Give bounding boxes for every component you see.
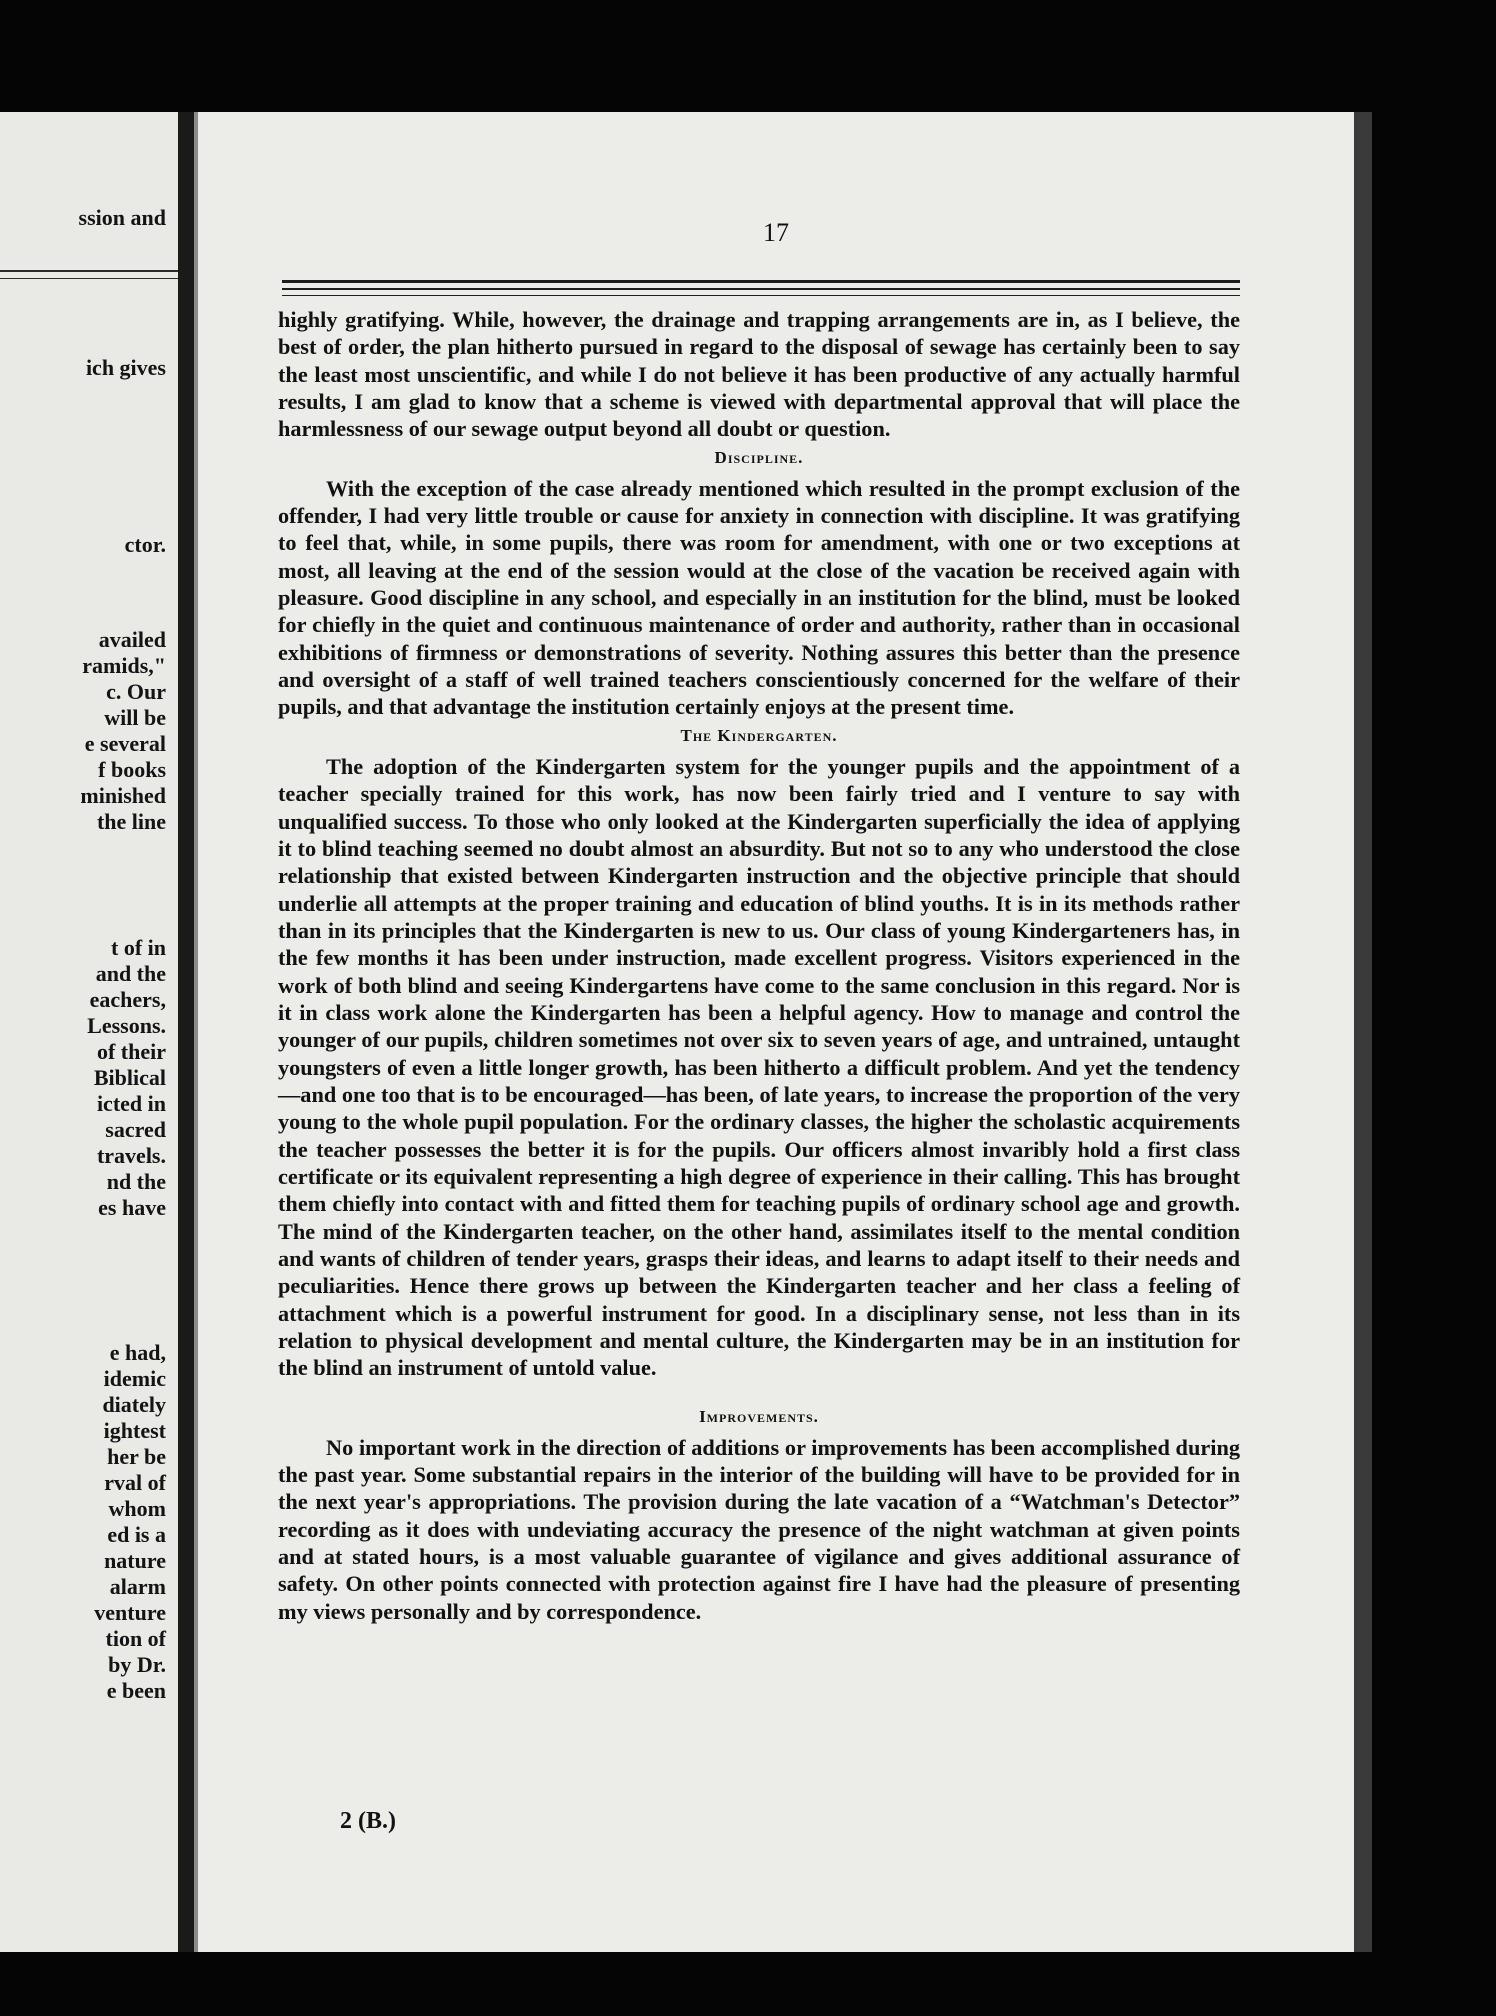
intro-paragraph: highly gratifying. While, however, the drainage and trapping arrangements are in, as I believe, the best of order, the plan hitherto pursued in regard to the disposal of sewage has certainly been to say the least most unscientific, and while I do not believe it has been productive of any actually harmful results, I am glad to know that a scheme is viewed with departmental approval that will place the harmlessness of our sewage output beyond all doubt or question. xyxy=(278,307,1240,442)
facing-page-line: nature xyxy=(104,1548,166,1573)
facing-page-line: ctor. xyxy=(124,532,166,557)
page-number: 17 xyxy=(763,218,789,247)
facing-page-line: ich gives xyxy=(85,355,166,380)
facing-page-rule-thin xyxy=(0,278,178,279)
facing-page-line: availed xyxy=(98,627,166,652)
header-rule-thick xyxy=(282,280,1240,283)
facing-page-line: and the xyxy=(95,961,166,986)
facing-page-line: ed is a xyxy=(107,1522,166,1547)
facing-page-line: f books xyxy=(98,757,166,782)
facing-page-line: will be xyxy=(104,705,166,730)
facing-page-line: t of in xyxy=(111,935,166,960)
facing-page-line: es have xyxy=(98,1195,166,1220)
facing-page-line: e been xyxy=(106,1678,166,1703)
facing-page-line: Biblical xyxy=(93,1065,166,1090)
facing-page xyxy=(0,112,178,1952)
facing-page-line: ramids," xyxy=(82,653,166,678)
facing-page-line: nd the xyxy=(106,1169,166,1194)
facing-page-line: travels. xyxy=(96,1143,166,1168)
section-heading-improvements: Improvements. xyxy=(699,1406,819,1426)
document-page xyxy=(198,112,1354,1952)
section-heading-discipline: Discipline. xyxy=(714,447,804,467)
facing-page-line: ightest xyxy=(103,1418,166,1443)
header-rule-thin xyxy=(282,295,1240,296)
signature-mark: 2 (B.) xyxy=(340,1808,396,1834)
facing-page-line: venture xyxy=(94,1600,166,1625)
facing-page-line: sacred xyxy=(105,1117,166,1142)
kindergarten-paragraph: The adoption of the Kindergarten system for the younger pupils and the appointment of a teacher specially trained for this work, has now been fairly tried and I venture to say with unqualified success. To those who only looked at the Kindergarten superficially the idea of applying it to blind teaching seemed no doubt almost an absurdity. But not so to any who understood the close relationship that existed between Kindergarten instruction and the objective principle that should underlie all attempts at the proper training and education of blind youths. It is in its methods rather than in its principles that the Kindergarten is new to us. Our class of young Kindergarteners has, in the few months it has been under instruction, made excellent progress. Visitors experienced in the work of both blind and seeing Kindergartens have come to the same conclusion in this regard. Nor is it in class work alone the Kindergarten has been a helpful agency. How to manage and control the younger of our pupils, children sometimes not over six to seven years of age, and untrained, untaught youngsters of even a little longer growth, has been hitherto a difficult problem. And yet the tendency—and one too that is to be encouraged—has been, of late years, to increase the proportion of the very young to the whole pupil population. For the ordinary classes, the higher the scholastic acquirements the teacher possesses the better it is for the pupils. Our officers almost invaribly hold a first class certificate or its equivalent representing a high degree of experience in their calling. This has brought them chiefly into contact with and fitted them for teaching pupils of ordinary school age and growth. The mind of the Kindergarten teacher, on the other hand, assimilates itself to the mental condition and wants of children of tender years, grasps their ideas, and learns to adapt itself to their needs and peculiarities. Hence there grows up between the Kindergarten teacher and her class a feeling of attachment which is a powerful instrument for good. In a disciplinary sense, not less than in its relation to physical development and mental culture, the Kindergarten may be in an institution for the blind an instrument of untold value. xyxy=(278,753,1240,1381)
facing-page-line: eachers, xyxy=(89,987,166,1012)
facing-page-line: rval of xyxy=(104,1470,166,1495)
facing-page-line: c. Our xyxy=(106,679,166,704)
facing-page-line: the line xyxy=(96,809,166,834)
binding-gutter xyxy=(178,112,194,1952)
facing-page-line: diately xyxy=(102,1392,166,1417)
header-rule-middle xyxy=(282,288,1240,290)
facing-page-line: idemic xyxy=(103,1366,166,1391)
facing-page-line: e had, xyxy=(109,1340,166,1365)
facing-page-line: ssion and xyxy=(78,205,166,230)
facing-page-line: icted in xyxy=(96,1091,166,1116)
facing-page-line: minished xyxy=(80,783,166,808)
page-shadow xyxy=(1354,112,1372,1952)
facing-page-line: tion of xyxy=(105,1626,166,1651)
discipline-paragraph: With the exception of the case already mentioned which resulted in the prompt exclusion of the offender, I had very little trouble or cause for anxiety in connection with discipline. It was gratifying to feel that, while, in some pupils, there was room for amendment, with one or two exceptions at most, all leaving at the end of the session would at the close of the vacation be received again with pleasure. Good discipline in any school, and especially in an institution for the blind, must be looked for chiefly in the quiet and continuous maintenance of order and authority, rather than in occasional exhibitions of firmness or demonstrations of severity. Nothing assures this better than the presence and oversight of a staff of well trained teachers conscientiously concerned for the welfare of their pupils, and that advantage the institution certainly enjoys at the present time. xyxy=(278,475,1240,720)
facing-page-line: Lessons. xyxy=(87,1013,166,1038)
page-body xyxy=(278,306,1240,1625)
improvements-paragraph: No important work in the direction of additions or improvements has been accomplished during the past year. Some substantial repairs in the interior of the building will have to be provided for in the next year's appropriations. The provision during the late vacation of a “Watchman's Detector” recording as it does with undeviating accuracy the presence of the night watchman at given points and at stated hours, is a most valuable guarantee of vigilance and gives additional assurance of safety. On other points connected with protection against fire I have had the pleasure of presenting my views personally and by correspondence. xyxy=(278,1434,1240,1624)
facing-page-line: e several xyxy=(84,731,166,756)
facing-page-line: alarm xyxy=(109,1574,166,1599)
facing-page-line: by Dr. xyxy=(108,1652,166,1677)
facing-page-rule xyxy=(0,270,178,272)
facing-page-line: of their xyxy=(96,1039,166,1064)
facing-page-line: her be xyxy=(107,1444,166,1469)
facing-page-line: whom xyxy=(108,1496,166,1521)
section-heading-kindergarten: The Kindergarten. xyxy=(680,725,838,745)
